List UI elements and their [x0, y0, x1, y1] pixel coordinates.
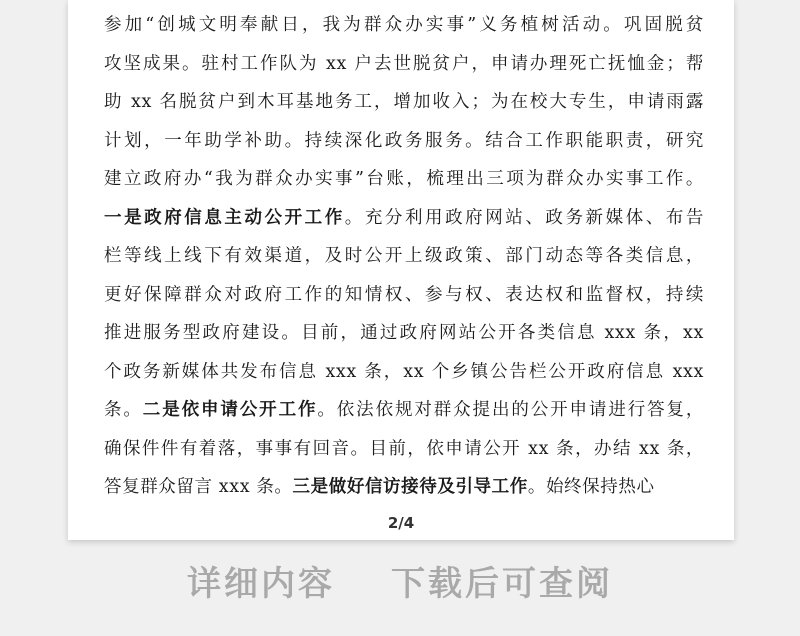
bold-heading-text: 一是政府信息主动公开工作 [104, 207, 345, 228]
text-line [104, 199, 704, 238]
text-segment: 。始终保持热心 [527, 477, 655, 497]
document-body [104, 6, 704, 507]
banner-left-text: 详细内容 [187, 564, 335, 604]
text-segment: 助 xx 名脱贫户到木耳基地务工，增加收入；为在校大专生，申请雨露 [104, 92, 704, 112]
text-line [104, 83, 704, 122]
bold-heading-text: 三是做好信访接待及引导工作 [292, 477, 528, 497]
text-line [104, 314, 704, 353]
text-segment: 参加“创城文明奉献日，我为群众办实事”义务植树活动。巩固脱贫 [104, 15, 704, 35]
text-line [104, 468, 704, 507]
text-line [104, 237, 704, 276]
text-line [104, 45, 704, 84]
page-number: 2/4 [387, 514, 415, 532]
banner-right-text: 下载后可查阅 [391, 564, 613, 604]
text-line [104, 276, 704, 315]
text-line [104, 391, 704, 430]
text-segment: 。依法依规对群众提出的公开申请进行答复， [317, 400, 705, 420]
text-line [104, 430, 704, 469]
bold-heading-text: 二是依申请公开工作 [142, 400, 318, 420]
text-line [104, 353, 704, 392]
text-segment: 更好保障群众对政府工作的知情权、参与权、表达权和监督权，持续 [104, 284, 704, 305]
text-segment: 建立政府办“我为群众办实事”台账，梳理出三项为群众办实事工作。 [104, 169, 704, 189]
text-segment: 个政务新媒体共发布信息 xxx 条，xx 个乡镇公告栏公开政府信息 xxx [104, 361, 704, 382]
text-segment: 确保件件有着落，事事有回音。目前，依申请公开 xx 条，办结 xx 条， [104, 438, 704, 459]
text-segment: 栏等线上线下有效渠道，及时公开上级政策、部门动态等各类信息， [104, 246, 704, 266]
text-segment: 答复群众留言 xxx 条。 [104, 477, 293, 497]
download-banner [0, 556, 800, 616]
document-page [68, 0, 734, 540]
text-segment: 条。 [104, 400, 143, 420]
text-segment: 攻坚成果。驻村工作队为 xx 户去世脱贫户，申请办理死亡抚恤金；帮 [104, 53, 704, 74]
text-segment: 推进服务型政府建设。目前，通过政府网站公开各类信息 xxx 条，xx [104, 323, 704, 343]
text-line [104, 122, 704, 161]
text-segment: 计划，一年助学补助。持续深化政务服务。结合工作职能职责，研究 [104, 130, 704, 151]
text-segment: 。充分利用政府网站、政务新媒体、布告 [344, 207, 704, 228]
text-line [104, 6, 704, 45]
text-line [104, 160, 704, 199]
